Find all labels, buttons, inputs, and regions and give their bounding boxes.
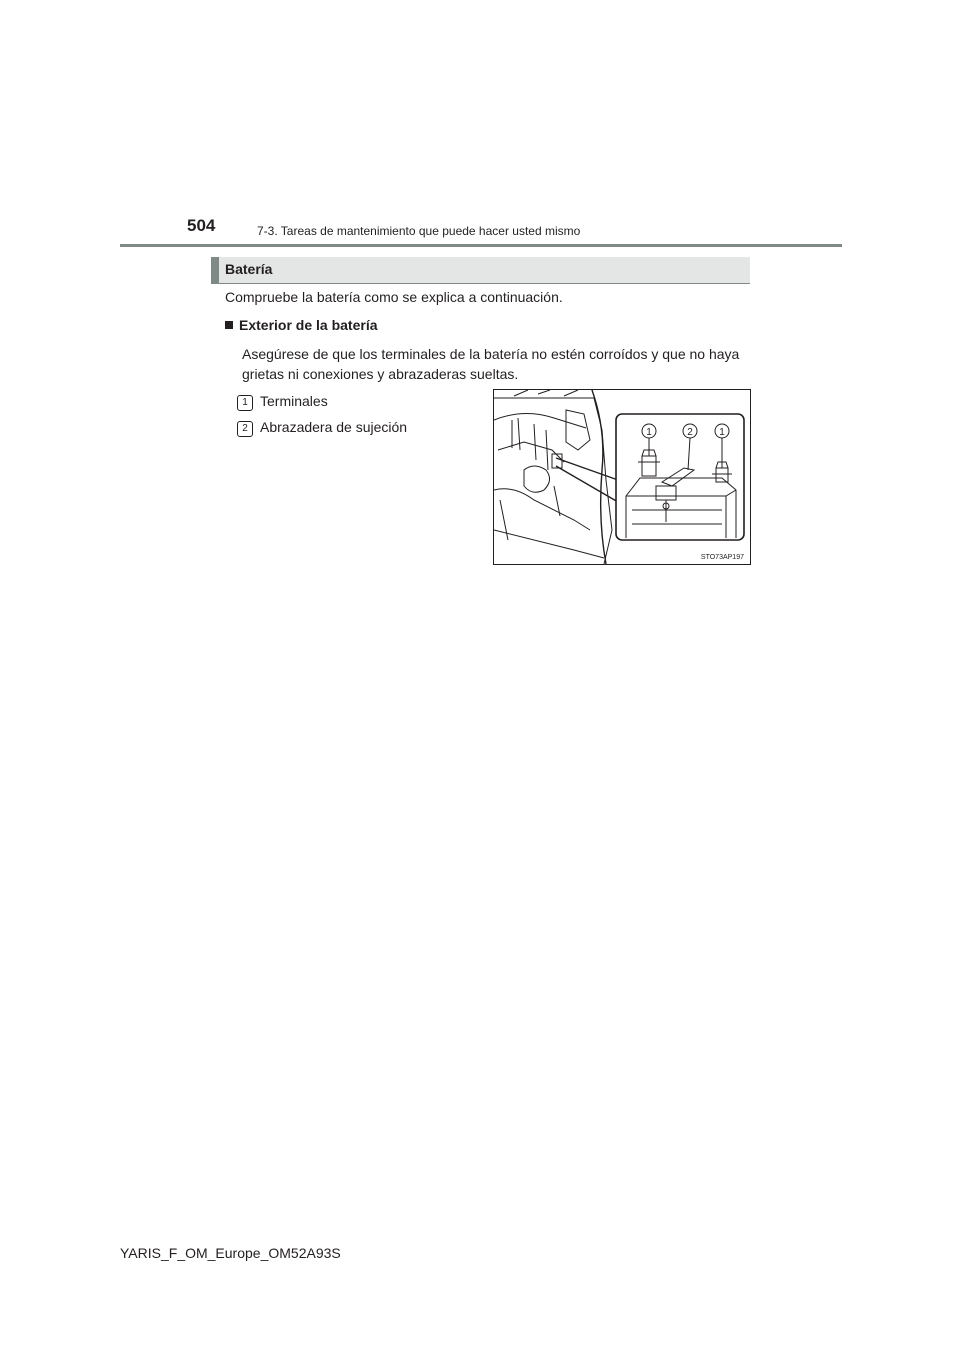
battery-drawing: [494, 390, 750, 564]
section-heading-bar: [211, 257, 219, 283]
callout-number: 1: [646, 427, 652, 438]
figure-code: STO73AP197: [700, 554, 744, 561]
legend-label: Terminales: [260, 393, 328, 409]
subsection-body: Asegúrese de que los terminales de la batería no estén corroídos y que no haya grietas ni conexiones y abrazaderas sueltas.: [242, 346, 740, 382]
legend-number-badge: 1: [237, 395, 253, 411]
header-divider: [120, 244, 842, 247]
section-title: Batería: [225, 261, 273, 277]
battery-illustration: [493, 389, 751, 565]
legend-number-badge: 2: [237, 421, 253, 437]
footer-code: YARIS_F_OM_Europe_OM52A93S: [120, 1245, 341, 1261]
square-bullet-icon: [225, 321, 233, 329]
chapter-title: 7-3. Tareas de mantenimiento que puede hacer usted mismo: [257, 224, 581, 238]
page-number: 504: [187, 216, 216, 235]
intro-text: Compruebe la batería como se explica a continuación.: [225, 289, 563, 305]
legend-item: [237, 419, 407, 437]
callout-number: 1: [719, 427, 725, 438]
section-heading-box: [211, 257, 750, 284]
subsection-heading: [225, 317, 378, 333]
subsection-heading-text: Exterior de la batería: [239, 317, 378, 333]
legend-item: [237, 393, 328, 411]
legend-label: Abrazadera de sujeción: [260, 419, 408, 435]
callout-number: 2: [687, 427, 693, 438]
